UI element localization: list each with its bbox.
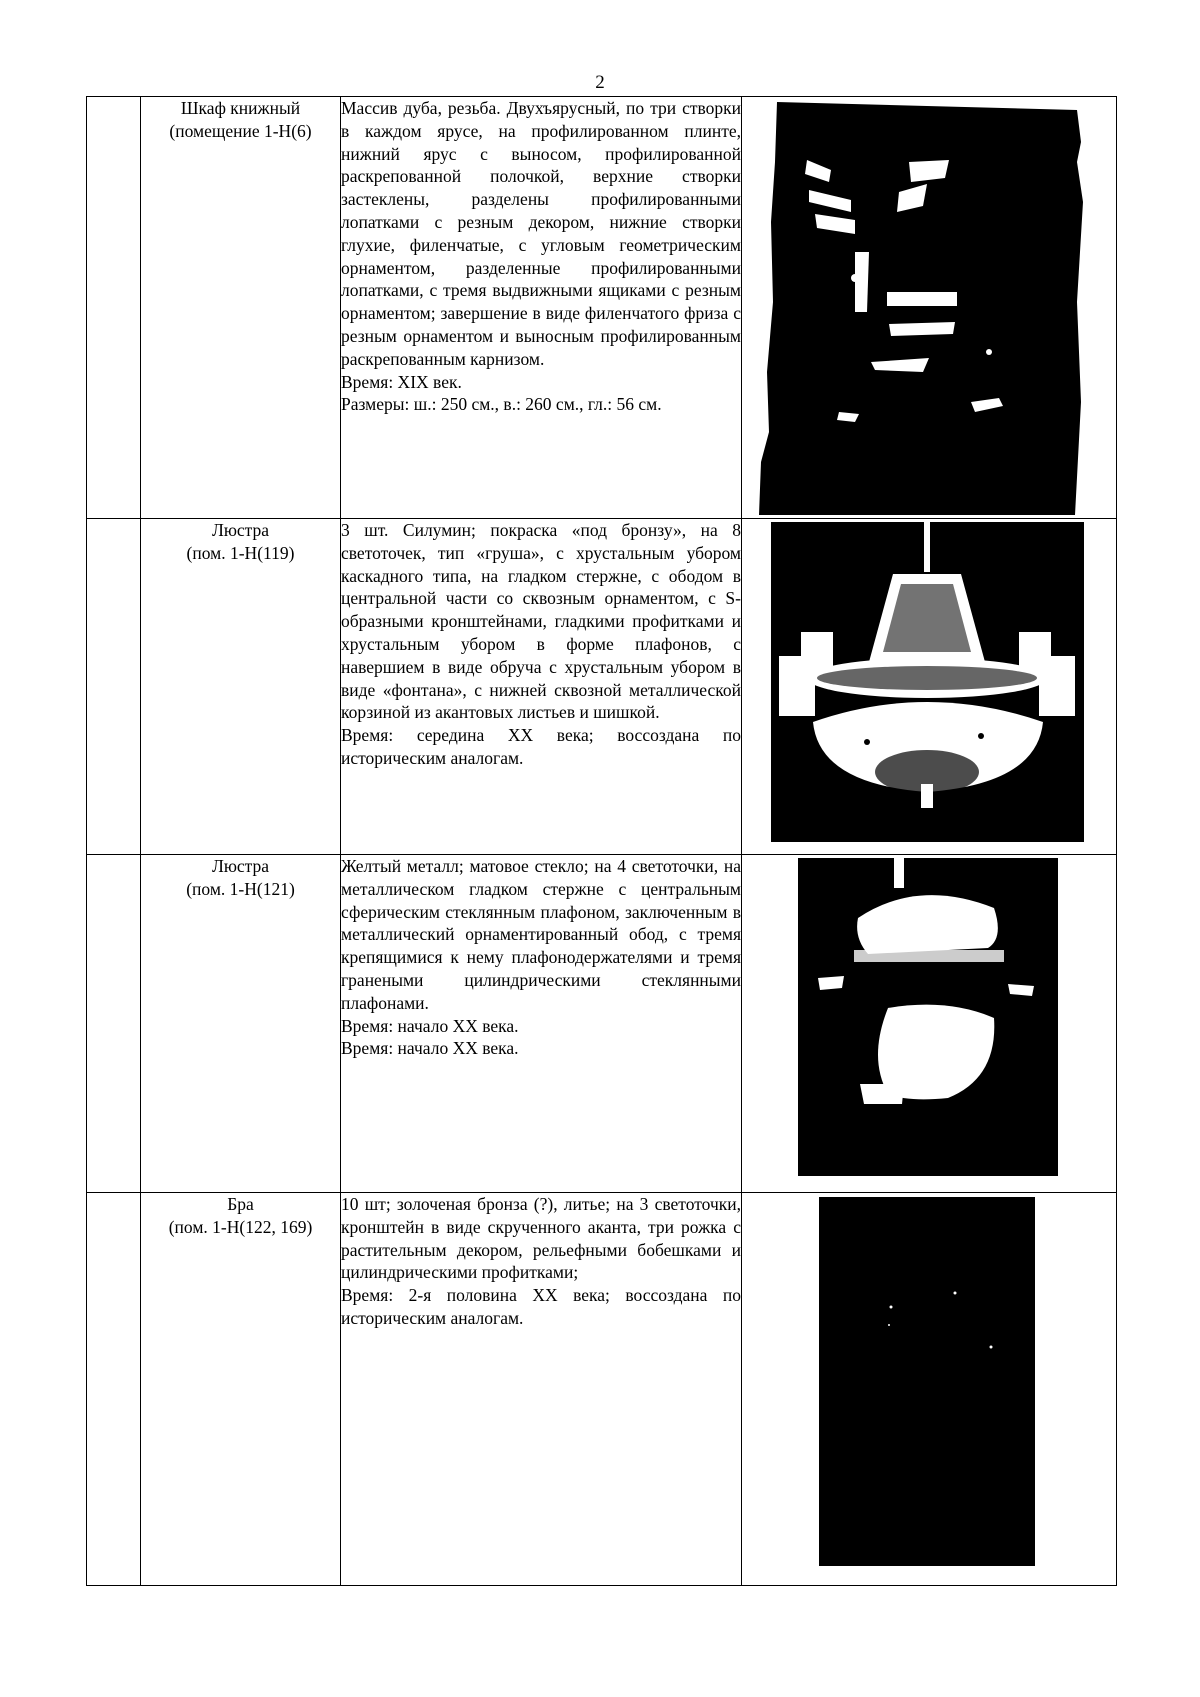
item-photo-cell [742, 97, 1117, 519]
sconce-photo [819, 1197, 1035, 1566]
item-time: Время: начало XX века. [341, 1015, 519, 1036]
table-row [87, 97, 1117, 519]
row-number-cell [87, 855, 141, 1193]
globe-chandelier-photo [798, 858, 1058, 1176]
item-name-cell [141, 97, 341, 519]
item-description-cell [341, 855, 742, 1193]
item-time: Время: 2-я половина XX века; воссоздана по историческим аналогам. [341, 1285, 741, 1328]
item-photo-cell [742, 1193, 1117, 1586]
item-time-repeat: Время: начало XX века. [341, 1038, 519, 1059]
item-name: Шкаф книжный [180, 98, 301, 118]
table-row [87, 519, 1117, 855]
item-name: Бра [227, 1194, 254, 1214]
item-description-cell [341, 519, 742, 855]
item-dimensions: Размеры: ш.: 250 см., в.: 260 см., гл.: 56 см. [341, 394, 662, 415]
row-number-cell [87, 519, 141, 855]
row-number-cell [87, 1193, 141, 1586]
page-number: 2 [595, 72, 605, 93]
item-room: (пом. 1-Н(122, 169) [168, 1216, 313, 1237]
item-name-cell [141, 519, 341, 855]
item-photo-cell [742, 519, 1117, 855]
crystal-chandelier-photo [771, 522, 1084, 842]
item-photo-cell [742, 855, 1117, 1193]
table-row [87, 1193, 1117, 1586]
bookcase-photo [759, 102, 1090, 515]
item-name: Люстра [211, 856, 270, 876]
table-row [87, 855, 1117, 1193]
item-description: Желтый металл; матовое стекло; на 4 светоточки, на металлическом гладком стержне с центральным сферическим стеклянным плафоном, заключенным в металлический орнаментированный обод, с тремя крепящимися к нему плафонодержателями и тремя гранеными цилиндрическими стеклянными плафонами. [341, 856, 741, 1013]
item-time: Время: XIX век. [341, 371, 462, 392]
item-description: 3 шт. Силумин; покраска «под бронзу», на 8 светоточек, тип «груша», с хрустальным убором каскадного типа, на гладком стержне, с ободом в центральной части со сквозным орнаментом, с S-образными кронштейнами, гладкими профитками и хрустальным убором в форме плафонов, с навершием в виде обруча с хрустальным убором в виде «фонтана», с нижней сквозной металлической корзиной из акантовых листьев и шишкой. [341, 520, 741, 723]
item-room: (помещение 1-Н(6) [169, 120, 312, 141]
item-room: (пом. 1-Н(121) [186, 878, 295, 899]
item-name-cell [141, 1193, 341, 1586]
row-number-cell [87, 97, 141, 519]
item-description-cell [341, 1193, 742, 1586]
inventory-table [86, 96, 1117, 1586]
item-description: 10 шт; золоченая бронза (?), литье; на 3 светоточки, кронштейн в виде скрученного аканта, три рожка с растительным декором, рельефными бобешками и цилиндрическими профитками; [341, 1194, 741, 1283]
item-description-cell [341, 97, 742, 519]
item-room: (пом. 1-Н(119) [186, 542, 295, 563]
item-name-cell [141, 855, 341, 1193]
item-description: Массив дуба, резьба. Двухъярусный, по три створки в каждом ярусе, на профилированном плинте, нижний ярус с выносом, профилированной раскрепованной полочкой, верхние створки застеклены, разделены профилированными лопатками с резным декором, нижние створки глухие, филенчатые, с угловым геометрическим орнаментом, разделенные профилированными лопатками, с тремя выдвижными ящиками с резным орнаментом; завершение в виде филенчатого фриза с резным орнаментом и выносным профилированным раскрепованным карнизом. [341, 98, 741, 369]
item-name: Люстра [211, 520, 270, 540]
item-time: Время: середина XX века; воссоздана по историческим аналогам. [341, 725, 741, 768]
